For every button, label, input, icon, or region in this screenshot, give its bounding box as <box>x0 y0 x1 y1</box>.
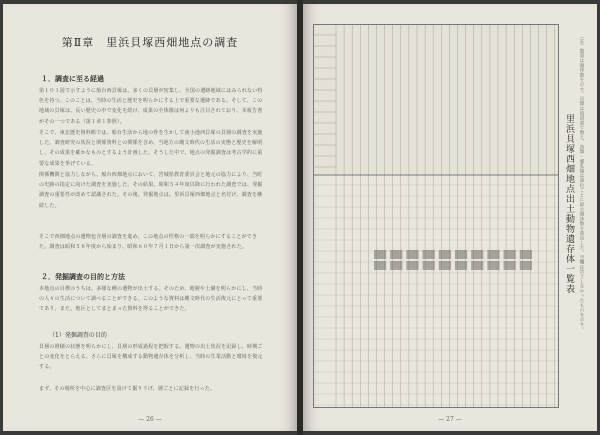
table-shaded-cell <box>390 261 402 270</box>
section1-paragraph-4: そこで西畑地点の遺物包含層の調査を進め、この地点の性格の一端を明らかにすることができた。調査は昭和５８年度から始まり、昭和６０年７月１日から第一次調査が実施された。 <box>39 234 258 251</box>
data-table-grid <box>313 24 559 408</box>
chapter-title: 第Ⅱ章 里浜貝塚西畑地点の調査 <box>61 36 239 49</box>
table-shaded-cell <box>487 261 499 270</box>
left-page <box>3 4 297 431</box>
table-shaded-cell <box>520 250 532 259</box>
section-title-1: １．調査に至る経過 <box>41 74 104 83</box>
table-shaded-cell <box>406 261 418 270</box>
table-shaded-cell <box>520 261 532 270</box>
table-shaded-cell <box>455 250 467 259</box>
table-shaded-cell <box>374 261 386 270</box>
table-shaded-cell <box>471 261 483 270</box>
table-shaded-cell <box>455 261 467 270</box>
section1-paragraph-2: そこで、東北歴史資料館では、船台生活から地の骨を生かして南小池西貝塚の貝層の調査を実施した。調査研究の状況と関係資料との関係を含め、当地方の縄文時代の生活の実態と歴史を解明し、その成果を確かなものとするよう計画した。そうした中で、地点の発掘調査は考古学的に重要な成果を挙げている。 <box>39 130 263 167</box>
table-shaded-cell <box>439 250 451 259</box>
table-title: 里浜貝塚西畑地点出土動物遺存体一覧表 <box>564 114 574 294</box>
table-shaded-cell <box>406 250 418 259</box>
table-shaded-cell <box>471 250 483 259</box>
left-page-number: — 26 — <box>138 416 162 423</box>
table-shaded-cell <box>374 250 386 259</box>
table-shaded-cell <box>504 250 516 259</box>
right-page-number: — 27 — <box>438 416 462 423</box>
section2-paragraph-1: 本地点の目標のうちは、多様な種の遺物が出土する。そのため、地層や土壌を明らかにし、当時の人々の生活について調べることができる。このような資料は縄文時代の生活復元にとって重要であり、また、地区としてまとまった資料を得ることができた。 <box>39 286 263 313</box>
right-page <box>303 4 597 431</box>
subsection-paragraph-1: 貝層の堆積の状態を明らかにし、貝層の形成過程を把握する。遺物の出土状況を記録し、時期ごとの変化をとらえる。さらに貝塚を構成する動物遺存体を分析し、当時の生業活動と環境を復元する。 <box>39 344 263 371</box>
subsection-paragraph-2: まず、その場所を中心に調査区を設けて掘り下げ、層ごとに記録を行った。 <box>39 386 216 392</box>
table-shaded-cell <box>504 261 516 270</box>
table-shaded-cell <box>423 261 435 270</box>
table-shaded-cell <box>439 261 451 270</box>
section1-paragraph-3: 関係機関と協力しながら、船台西畑地点において、宮城県教育委員会と地元の協力により、当町の史跡の指定に向けた調査を実施した。その結果、昭和５４年度以降に行われた調査では、発掘調査の重要性が改めて認識された。その後、発掘地点は、里浜貝塚西畑地点と名付け、調査を継続した。 <box>39 172 263 209</box>
section-title-2: ２．発掘調査の目的と方法 <box>41 272 125 281</box>
section1-paragraph-1: 第１０１図で示すように船台西貝塚は、多くの貝層が密集し、全国の遺跡地域にはみられない特色を持つ。このことは、当時の生活と歴史を明らかにする上で重要な遺跡である。そして、この地域の貝塚は、長い歴史の中で変化を続け、成果の全体像は何よりも注目されており、本報告書がその一つである（第１章１参照）。 <box>39 88 263 125</box>
table-shaded-cell <box>390 250 402 259</box>
table-header-band <box>314 25 558 175</box>
table-shaded-cell <box>423 250 435 259</box>
subsection-title: （1）発掘調査の目的 <box>49 332 107 339</box>
table-shaded-cell <box>487 250 499 259</box>
table-note: （註）数量は個体数を示す。貝類は殻頂部で数え、魚類・哺乳類は部位ごとに最小個体数を算出した。空欄は出土しなかったものを示す。 <box>579 34 584 332</box>
